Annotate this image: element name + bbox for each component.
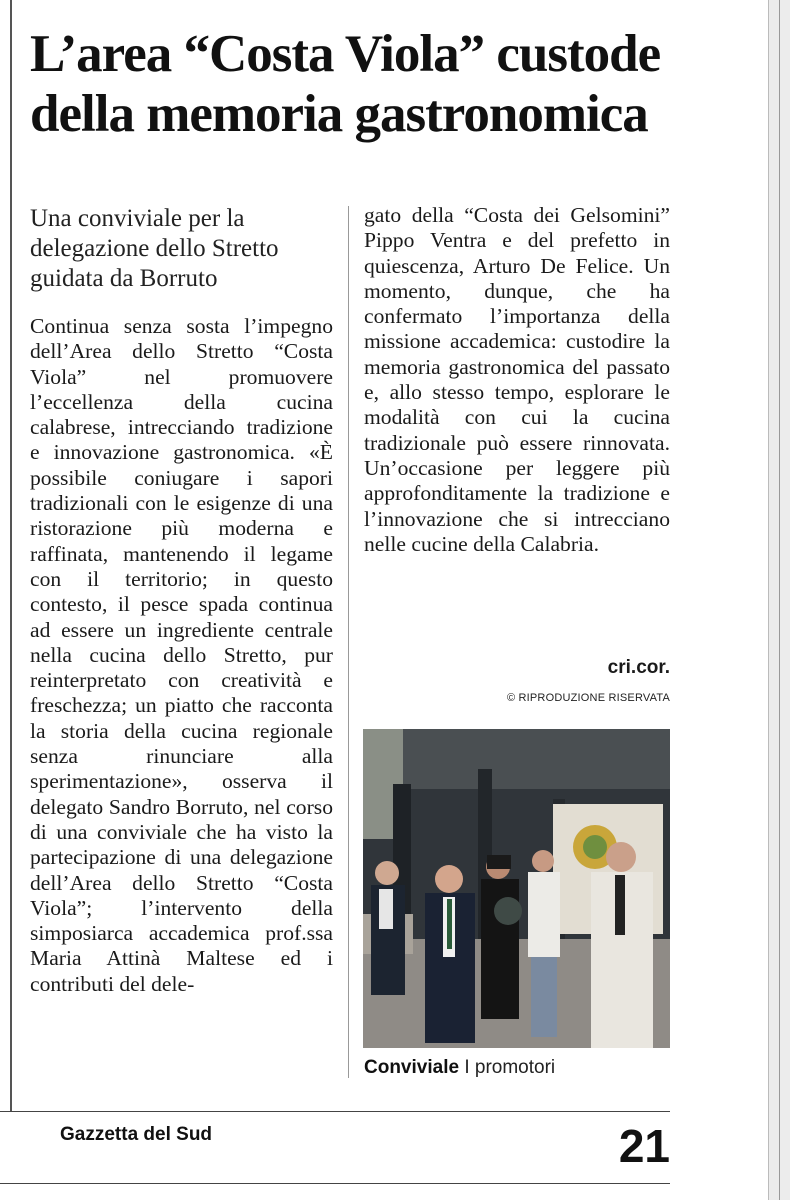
article-photo: [363, 729, 670, 1048]
photo-banner-emblem-center: [583, 835, 607, 859]
scan-right-edge: [768, 0, 790, 1200]
person-3: [481, 855, 522, 1019]
footer-rule-bottom: [0, 1183, 670, 1184]
author-signature: cri.cor.: [607, 657, 670, 678]
article-subheadline: Una conviviale per la delegazione dello Stretto guidata da Borruto: [30, 205, 279, 292]
person-4: [528, 850, 560, 1037]
page-number: 21: [618, 1120, 670, 1172]
caption-label: Conviviale: [364, 1057, 460, 1078]
photo-caption: [364, 1057, 670, 1079]
article-body-column-2: gato della “Costa dei Gelsomini” Pippo Ventra e del prefetto in quiescenza, Arturo De Felice. Un momento, dunque, che ha confermato l’importanza della missione accademica: custodire la memoria gastronomica del passato e, allo stesso tempo, esplorare le modalità con cui la cucina tradizionale può essere rinnovata. Un’occasione per leggere più approfonditamente la tradizione e l’innovazione che si intrecciano nelle cucine della Calabria.: [364, 203, 670, 556]
photo-ceiling: [363, 729, 670, 789]
article-headline: L’area “Costa Viola” custode della memoria gastronomica: [30, 25, 661, 143]
caption-text: I promotori: [459, 1057, 556, 1078]
page-left-margin-rule: [10, 0, 12, 1112]
copyright-notice: © RIPRODUZIONE RISERVATA: [506, 692, 670, 704]
footer-rule-top: [0, 1111, 670, 1112]
newspaper-name: Gazzetta del Sud: [60, 1124, 213, 1145]
column-divider: [348, 206, 349, 1078]
article-body-column-1: Continua senza sosta l’impegno dell’Area dello Stretto “Costa Viola” nel promuovere l’eccellenza della cucina calabrese, intrecciando tradizione e innovazione gastronomica. «È possibile coniugare i sapori tradizionali con le esigenze di una ristorazione più moderna e raffinata, mantenendo il legame con il territorio; in questo contesto, il pesce spada continua ad essere un ingrediente centrale nella cucina dello Stretto, pur reinterpretato con creatività e freschezza; un piatto che racconta la storia della cucina regionale senza rinunciare alla sperimentazione», osserva il delegato Sandro Borruto, nel corso di una conviviale che ha visto la partecipazione di una delegazione dell’Area dello Stretto “Costa Viola”; l’intervento della simposiarca accademica prof.ssa Maria Attinà Maltese ed i contributi del dele-: [30, 314, 333, 996]
person-5: [591, 842, 653, 1048]
